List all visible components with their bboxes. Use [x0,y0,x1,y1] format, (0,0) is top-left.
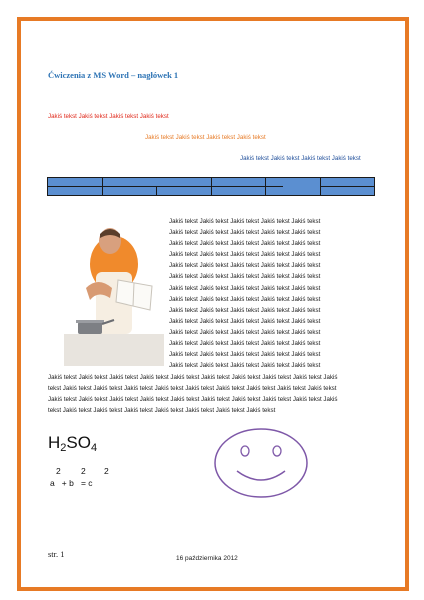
footer-date: 16 października 2012 [176,555,238,562]
cook-image [64,216,164,366]
paragraph-wrapped [169,216,320,371]
paragraph-line: Jakiś tekst Jakiś tekst Jakiś tekst Jakiś tekst Jakiś tekst [169,362,321,370]
table-col-divider [102,178,103,196]
paragraph-line: Jakiś tekst Jakiś tekst Jakiś tekst Jakiś tekst Jakiś tekst [169,262,321,270]
exponent: 2 [104,466,109,476]
formula-subscript: 4 [90,442,98,454]
paragraph-line: Jakiś tekst Jakiś tekst Jakiś tekst Jakiś tekst Jakiś tekst [169,351,321,359]
paragraph-line: Jakiś tekst Jakiś tekst Jakiś tekst Jakiś tekst Jakiś tekst [169,251,321,259]
paragraph-line: Jakiś tekst Jakiś tekst Jakiś tekst Jakiś tekst Jakiś tekst [169,328,321,336]
paragraph-line: tekst Jakiś tekst Jakiś tekst Jakiś tekst Jakiś tekst Jakiś tekst Jakiś tekst Jakiś tekst [48,407,276,415]
equation-line: a + b = c [50,478,93,488]
table-col-divider [211,178,212,196]
table-col-divider [156,186,157,196]
smiley-face [213,427,309,499]
table-col-divider [320,178,321,196]
table-col-divider [265,178,266,196]
formula-base: SO [66,433,91,452]
formula-base: H [48,433,61,452]
exponent: 2 [56,466,61,476]
paragraph-line: Jakiś tekst Jakiś tekst Jakiś tekst Jakiś tekst Jakiś tekst [169,240,321,248]
paragraph-full [48,372,338,416]
paragraph-line: Jakiś tekst Jakiś tekst Jakiś tekst Jakiś tekst Jakiś tekst Jakiś tekst Jakiś tekst Jakiś tekst Jakiś tekst Jakiś [48,396,338,404]
paragraph-line: Jakiś tekst Jakiś tekst Jakiś tekst Jakiś tekst Jakiś tekst [169,284,321,292]
exponent: 2 [81,466,86,476]
paragraph-line: tekst Jakiś tekst Jakiś tekst Jakiś tekst Jakiś tekst Jakiś tekst Jakiś tekst Jakiś tekst Jakiś tekst Jakiś tekst [48,385,337,393]
text-line-orange: Jakiś tekst Jakiś tekst Jakiś tekst Jakiś tekst [145,134,266,141]
text-line-blue: Jakiś tekst Jakiś tekst Jakiś tekst Jakiś tekst [240,155,361,162]
table-row-divider [320,186,374,187]
heading-1: Ćwiczenia z MS Word – nagłówek 1 [48,70,179,80]
blue-table [47,177,375,196]
paragraph-line: Jakiś tekst Jakiś tekst Jakiś tekst Jakiś tekst Jakiś tekst [169,317,321,325]
paragraph-line: Jakiś tekst Jakiś tekst Jakiś tekst Jakiś tekst Jakiś tekst [169,218,321,225]
footer-page-number: str. 1 [48,549,65,559]
chemical-formula [48,433,97,454]
paragraph-line: Jakiś tekst Jakiś tekst Jakiś tekst Jakiś tekst Jakiś tekst [169,295,321,303]
paragraph-line: Jakiś tekst Jakiś tekst Jakiś tekst Jakiś tekst Jakiś tekst [169,306,321,314]
paragraph-line: Jakiś tekst Jakiś tekst Jakiś tekst Jakiś tekst Jakiś tekst [169,229,321,237]
formula-subscript: 2 [60,442,67,454]
paragraph-line: Jakiś tekst Jakiś tekst Jakiś tekst Jakiś tekst Jakiś tekst [169,273,321,281]
paragraph-line: Jakiś tekst Jakiś tekst Jakiś tekst Jakiś tekst Jakiś tekst [169,340,321,348]
table-row-divider [48,186,283,187]
paragraph-line: Jakiś tekst Jakiś tekst Jakiś tekst Jakiś tekst Jakiś tekst Jakiś tekst Jakiś tekst Jakiś tekst Jakiś tekst Jakiś [48,374,338,381]
text-line-red: Jakiś tekst Jakiś tekst Jakiś tekst Jakiś tekst [48,113,169,120]
